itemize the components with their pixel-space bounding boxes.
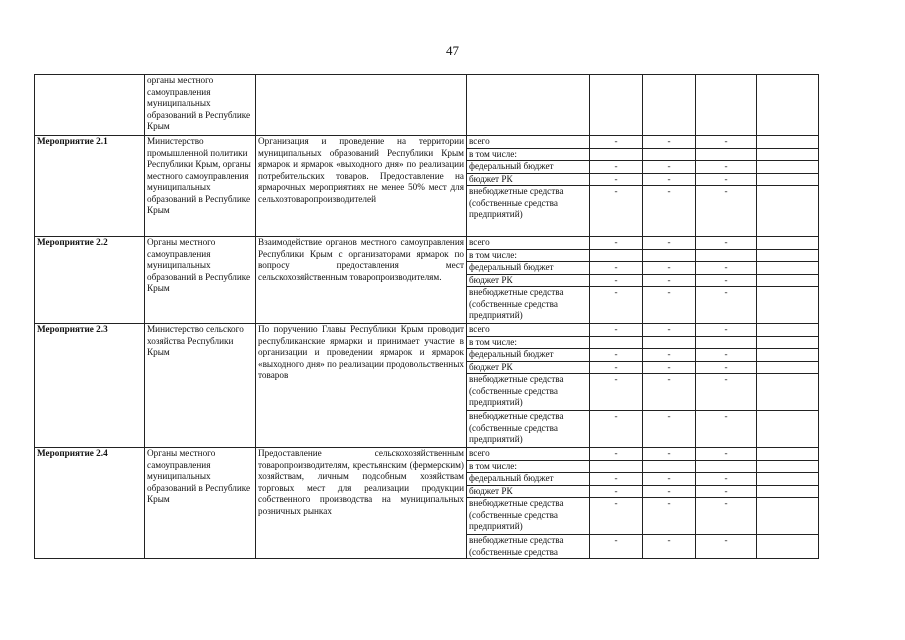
funding-value-cell-v3: -: [696, 349, 757, 362]
funding-value-cell-v3: -: [696, 411, 757, 448]
funding-value-cell-v2: [643, 336, 696, 349]
funding-source-cell: бюджет РК: [467, 485, 590, 498]
funding-source-cell: внебюджетные средства (собственные средства предприятий): [467, 287, 590, 324]
funding-value-cell-v2: -: [643, 262, 696, 275]
funding-value-cell-v2: -: [643, 535, 696, 559]
description-cell: Взаимодействие органов местного самоуправления Республики Крым с организаторами ярмарок по вопросу предоставления мест сельскохозяйственным товаропроизводителям.: [256, 237, 467, 324]
funding-value-cell-v1: [590, 460, 643, 473]
funding-value-cell-v3: -: [696, 485, 757, 498]
funding-value-cell-v2: -: [643, 485, 696, 498]
funding-value-cell-v1: [590, 249, 643, 262]
funding-source-cell: внебюджетные средства (собственные средства предприятий): [467, 411, 590, 448]
funding-source-cell: бюджет РК: [467, 361, 590, 374]
funding-value-cell-v4: [757, 249, 819, 262]
event-name-cell: Мероприятие 2.3: [35, 324, 145, 448]
event-name-cell: [35, 75, 145, 136]
funding-source-cell: внебюджетные средства (собственные средства предприятий): [467, 186, 590, 237]
funding-value-cell-v1: -: [590, 485, 643, 498]
executor-cell: органы местного самоуправления муниципальных образований в Республике Крым: [145, 75, 256, 136]
table-row: [35, 75, 819, 136]
funding-source-cell: всего: [467, 448, 590, 461]
funding-value-cell-v3: -: [696, 161, 757, 174]
funding-source-cell: всего: [467, 136, 590, 149]
funding-value-cell-v1: -: [590, 186, 643, 237]
funding-value-cell-v4: [757, 274, 819, 287]
description-cell: [256, 75, 467, 136]
funding-value-cell-v1: -: [590, 473, 643, 486]
funding-value-cell-v1: [590, 336, 643, 349]
event-name-cell: Мероприятие 2.2: [35, 237, 145, 324]
funding-value-cell-v2: [643, 75, 696, 136]
funding-value-cell-v1: -: [590, 374, 643, 411]
funding-value-cell-v1: -: [590, 448, 643, 461]
program-activities-table: [34, 74, 819, 559]
table-row: [35, 324, 819, 337]
funding-value-cell-v4: [757, 75, 819, 136]
table-body: [35, 75, 819, 559]
funding-value-cell-v3: -: [696, 262, 757, 275]
funding-source-cell: внебюджетные средства (собственные средства предприятий): [467, 374, 590, 411]
funding-value-cell-v1: -: [590, 136, 643, 149]
funding-value-cell-v3: -: [696, 274, 757, 287]
event-name-cell: Мероприятие 2.1: [35, 136, 145, 237]
funding-value-cell-v1: -: [590, 535, 643, 559]
description-cell: Предоставление сельскохозяйственным товаропроизводителям, крестьянским (фермерским) хозяйствам, личным подсобным хозяйствам торговых мест для реализации продукции собственного производства на муниципальных розничных рынках: [256, 448, 467, 559]
funding-value-cell-v3: -: [696, 136, 757, 149]
funding-source-cell: бюджет РК: [467, 274, 590, 287]
funding-value-cell-v2: -: [643, 186, 696, 237]
description-cell: По поручению Главы Республики Крым проводит республиканские ярмарки и принимает участие в организации и проведении ярмарок и ярмарок «выходного дня» по реализации продовольственных товаров: [256, 324, 467, 448]
funding-value-cell-v3: [696, 336, 757, 349]
funding-value-cell-v1: -: [590, 361, 643, 374]
funding-value-cell-v2: -: [643, 136, 696, 149]
funding-value-cell-v2: -: [643, 473, 696, 486]
funding-value-cell-v4: [757, 411, 819, 448]
funding-value-cell-v4: [757, 374, 819, 411]
funding-value-cell-v2: -: [643, 349, 696, 362]
funding-source-cell: в том числе:: [467, 460, 590, 473]
funding-value-cell-v4: [757, 173, 819, 186]
funding-value-cell-v4: [757, 287, 819, 324]
funding-source-cell: в том числе:: [467, 148, 590, 161]
funding-source-cell: внебюджетные средства (собственные средства: [467, 535, 590, 559]
funding-value-cell-v1: -: [590, 411, 643, 448]
funding-value-cell-v2: [643, 460, 696, 473]
table-row: [35, 237, 819, 250]
page-number: 47: [446, 43, 459, 58]
funding-value-cell-v3: [696, 75, 757, 136]
funding-source-cell: федеральный бюджет: [467, 161, 590, 174]
funding-value-cell-v2: -: [643, 498, 696, 535]
funding-value-cell-v4: [757, 498, 819, 535]
funding-value-cell-v3: -: [696, 535, 757, 559]
funding-source-cell: всего: [467, 324, 590, 337]
funding-value-cell-v3: -: [696, 448, 757, 461]
funding-value-cell-v4: [757, 237, 819, 250]
funding-source-cell: всего: [467, 237, 590, 250]
funding-value-cell-v1: -: [590, 274, 643, 287]
funding-source-cell: бюджет РК: [467, 173, 590, 186]
funding-value-cell-v1: -: [590, 262, 643, 275]
funding-value-cell-v3: [696, 148, 757, 161]
funding-value-cell-v2: -: [643, 361, 696, 374]
funding-source-cell: в том числе:: [467, 249, 590, 262]
funding-value-cell-v4: [757, 262, 819, 275]
executor-cell: Органы местного самоуправления муниципальных образований в Республике Крым: [145, 448, 256, 559]
executor-cell: Министерство промышленной политики Республики Крым, органы местного самоуправления муниципальных образований в Республике Крым: [145, 136, 256, 237]
funding-value-cell-v3: -: [696, 173, 757, 186]
funding-value-cell-v1: -: [590, 161, 643, 174]
funding-value-cell-v3: -: [696, 498, 757, 535]
funding-value-cell-v2: -: [643, 324, 696, 337]
funding-source-cell: внебюджетные средства (собственные средства предприятий): [467, 498, 590, 535]
executor-cell: Органы местного самоуправления муниципальных образований в Республике Крым: [145, 237, 256, 324]
funding-value-cell-v4: [757, 349, 819, 362]
funding-value-cell-v2: [643, 249, 696, 262]
funding-value-cell-v2: -: [643, 237, 696, 250]
funding-value-cell-v2: -: [643, 173, 696, 186]
funding-value-cell-v1: -: [590, 287, 643, 324]
funding-value-cell-v2: -: [643, 161, 696, 174]
funding-value-cell-v1: [590, 75, 643, 136]
funding-value-cell-v3: [696, 460, 757, 473]
funding-value-cell-v2: [643, 148, 696, 161]
funding-value-cell-v4: [757, 336, 819, 349]
funding-source-cell: федеральный бюджет: [467, 473, 590, 486]
executor-cell: Министерство сельского хозяйства Республики Крым: [145, 324, 256, 448]
funding-value-cell-v4: [757, 460, 819, 473]
funding-value-cell-v3: -: [696, 361, 757, 374]
funding-value-cell-v2: -: [643, 448, 696, 461]
funding-value-cell-v2: -: [643, 287, 696, 324]
funding-value-cell-v3: -: [696, 237, 757, 250]
funding-value-cell-v2: -: [643, 374, 696, 411]
funding-source-cell: федеральный бюджет: [467, 349, 590, 362]
funding-value-cell-v4: [757, 448, 819, 461]
funding-value-cell-v4: [757, 324, 819, 337]
table-row: [35, 448, 819, 461]
funding-value-cell-v4: [757, 186, 819, 237]
funding-value-cell-v2: -: [643, 411, 696, 448]
funding-source-cell: [467, 75, 590, 136]
event-name-cell: Мероприятие 2.4: [35, 448, 145, 559]
funding-value-cell-v3: -: [696, 186, 757, 237]
funding-value-cell-v3: -: [696, 324, 757, 337]
funding-value-cell-v3: -: [696, 473, 757, 486]
funding-value-cell-v4: [757, 161, 819, 174]
funding-value-cell-v4: [757, 473, 819, 486]
funding-value-cell-v1: -: [590, 498, 643, 535]
funding-value-cell-v3: -: [696, 287, 757, 324]
funding-value-cell-v1: [590, 148, 643, 161]
funding-value-cell-v1: -: [590, 349, 643, 362]
funding-value-cell-v1: -: [590, 173, 643, 186]
funding-value-cell-v4: [757, 136, 819, 149]
funding-value-cell-v4: [757, 361, 819, 374]
funding-value-cell-v3: [696, 249, 757, 262]
funding-value-cell-v4: [757, 485, 819, 498]
table-row: [35, 136, 819, 149]
funding-value-cell-v1: -: [590, 237, 643, 250]
funding-value-cell-v1: -: [590, 324, 643, 337]
funding-value-cell-v2: -: [643, 274, 696, 287]
funding-value-cell-v4: [757, 535, 819, 559]
funding-value-cell-v4: [757, 148, 819, 161]
funding-source-cell: федеральный бюджет: [467, 262, 590, 275]
description-cell: Организация и проведение на территории муниципальных образований Республики Крым ярмарок и ярмарок «выходного дня» по реализации потребительских товаров. Предоставление на ярмарочных мероприятиях не менее 50% мест для сельхозтоваропроизводителей: [256, 136, 467, 237]
funding-value-cell-v3: -: [696, 374, 757, 411]
funding-source-cell: в том числе:: [467, 336, 590, 349]
